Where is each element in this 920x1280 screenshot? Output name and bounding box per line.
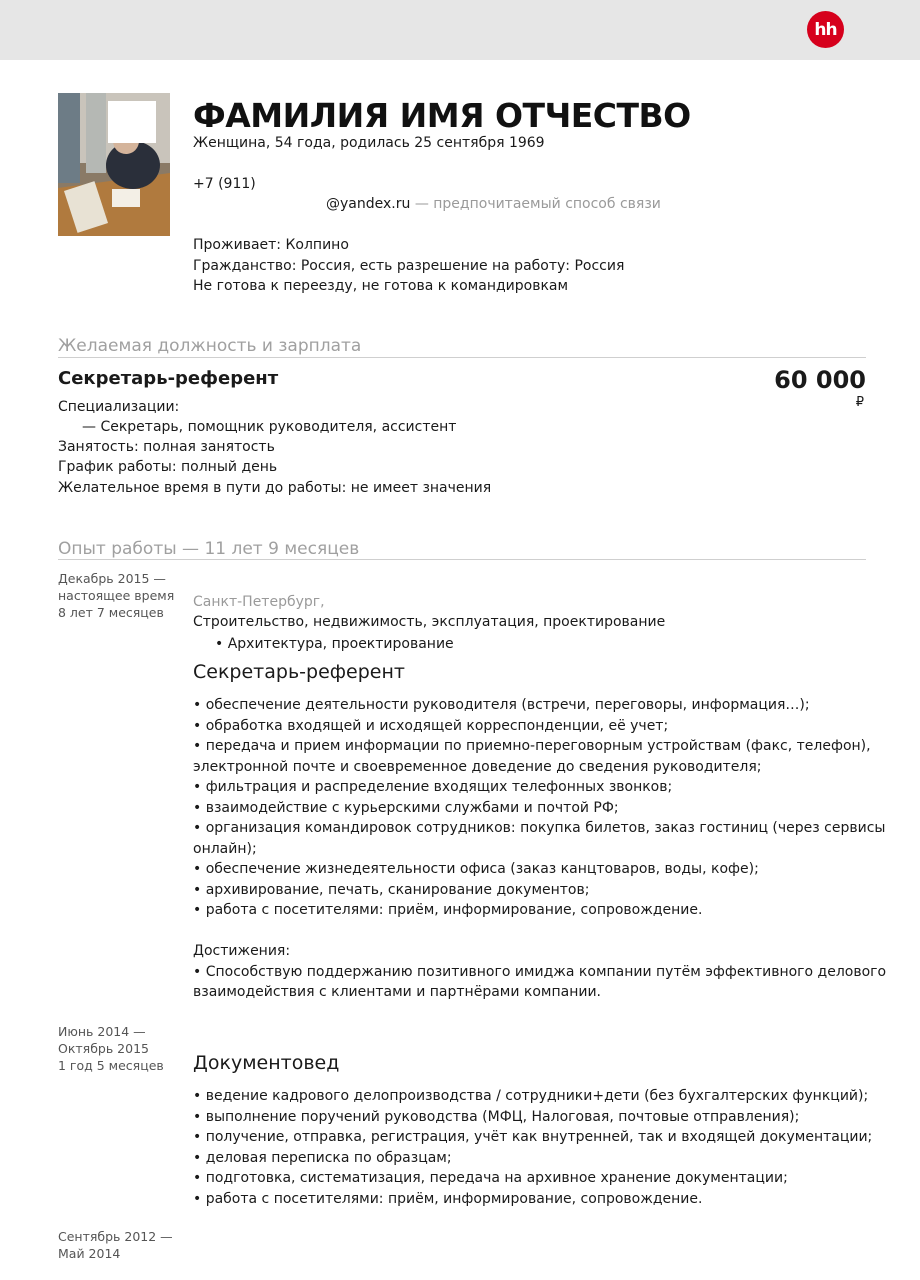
- email-row: [326, 194, 661, 215]
- phone-number[interactable]: +7 (911): [193, 176, 256, 192]
- job-dates: Декабрь 2015 — настоящее время 8 лет 7 месяцев: [58, 571, 175, 620]
- specializations-label: Специализации:: [58, 399, 180, 415]
- job-duties: [193, 695, 887, 1003]
- commute: Желательное время в пути до работы: не имеет значения: [58, 480, 492, 496]
- duty-line: • подготовка, систематизация, передача на архивное хранение документации;: [193, 1170, 788, 1186]
- email-link[interactable]: @yandex.ru: [326, 196, 411, 212]
- section-divider: [58, 357, 866, 358]
- duty-line: • организация командировок сотрудников: покупка билетов, заказ гостиниц (через сервисы: [193, 820, 886, 836]
- residence: Проживает: Колпино: [193, 237, 349, 253]
- job-title: Документовед: [193, 1052, 340, 1074]
- section-divider: [58, 559, 866, 560]
- duty-line: • получение, отправка, регистрация, учёт как внутренней, так и входящей документации;: [193, 1129, 873, 1145]
- duty-line: • деловая переписка по образцам;: [193, 1149, 452, 1166]
- job-title: Секретарь-референт: [193, 661, 405, 683]
- relocation: Не готова к переезду, не готова к командировкам: [193, 278, 569, 294]
- desired-position: Секретарь-референт: [58, 368, 279, 389]
- candidate-name: ФАМИЛИЯ ИМЯ ОТЧЕСТВО: [193, 96, 691, 135]
- duty-line: • архивирование, печать, сканирование документов;: [193, 881, 590, 898]
- job-industry-sub: • Архитектура, проектирование: [215, 636, 454, 652]
- specialization-item: — Секретарь, помощник руководителя, ассистент: [82, 419, 457, 435]
- salary-currency: ₽: [855, 395, 864, 410]
- duty-line: • работа с посетителями: приём, информирование, сопровождение.: [193, 1190, 703, 1207]
- duty-line: • ведение кадрового делопроизводства / сотрудники+дети (без бухгалтерских функций);: [193, 1088, 869, 1104]
- employment: Занятость: полная занятость: [58, 439, 275, 455]
- duty-line: • обеспечение жизнедеятельности офиса (заказ канцтоваров, воды, кофе);: [193, 861, 759, 877]
- email-note: — предпочитаемый способ связи: [414, 196, 661, 212]
- section-desired-title: Желаемая должность и зарплата: [58, 336, 362, 356]
- achievements-label: Достижения:: [193, 943, 291, 959]
- duty-line: • обеспечение деятельности руководителя (встречи, переговоры, информация…);: [193, 697, 810, 713]
- job-duties: [193, 1086, 873, 1209]
- section-experience-title: Опыт работы — 11 лет 9 месяцев: [58, 539, 360, 559]
- duty-line: [193, 921, 853, 942]
- duty-line: онлайн);: [193, 840, 257, 857]
- hh-logo[interactable]: hh: [807, 11, 844, 48]
- duty-line: • взаимодействие с курьерскими службами и почтой РФ;: [193, 799, 619, 816]
- job-industry: Строительство, недвижимость, эксплуатация, проектирование: [193, 614, 666, 630]
- duty-line: • передача и прием информации по приемно-переговорным устройствам (факс, телефон),: [193, 738, 871, 754]
- duty-line: • обработка входящей и исходящей корреспонденции, её учет;: [193, 717, 669, 734]
- candidate-subtitle: Женщина, 54 года, родилась 25 сентября 1969: [193, 135, 545, 151]
- duty-line: • работа с посетителями: приём, информирование, сопровождение.: [193, 902, 703, 918]
- profile-photo: [58, 93, 170, 236]
- duty-line: электронной почте и своевременное доведение до сведения руководителя;: [193, 758, 762, 775]
- job-dates: Сентябрь 2012 — Май 2014: [58, 1229, 173, 1261]
- duty-line: • фильтрация и распределение входящих телефонных звонков;: [193, 779, 673, 795]
- citizenship: Гражданство: Россия, есть разрешение на работу: Россия: [193, 258, 625, 274]
- duty-line: • выполнение поручений руководства (МФЦ, Налоговая, почтовые отправления);: [193, 1108, 800, 1125]
- top-bar: [0, 0, 920, 60]
- desired-salary: 60 000: [774, 366, 866, 394]
- job-location: Санкт-Петербург,: [193, 594, 325, 610]
- schedule: График работы: полный день: [58, 459, 278, 475]
- job-dates: Июнь 2014 — Октябрь 2015 1 год 5 месяцев: [58, 1024, 164, 1073]
- duty-line: • Способствую поддержанию позитивного имиджа компании путём эффективного делового: [193, 963, 887, 980]
- duty-line: взаимодействия с клиентами и партнёрами компании.: [193, 984, 602, 1000]
